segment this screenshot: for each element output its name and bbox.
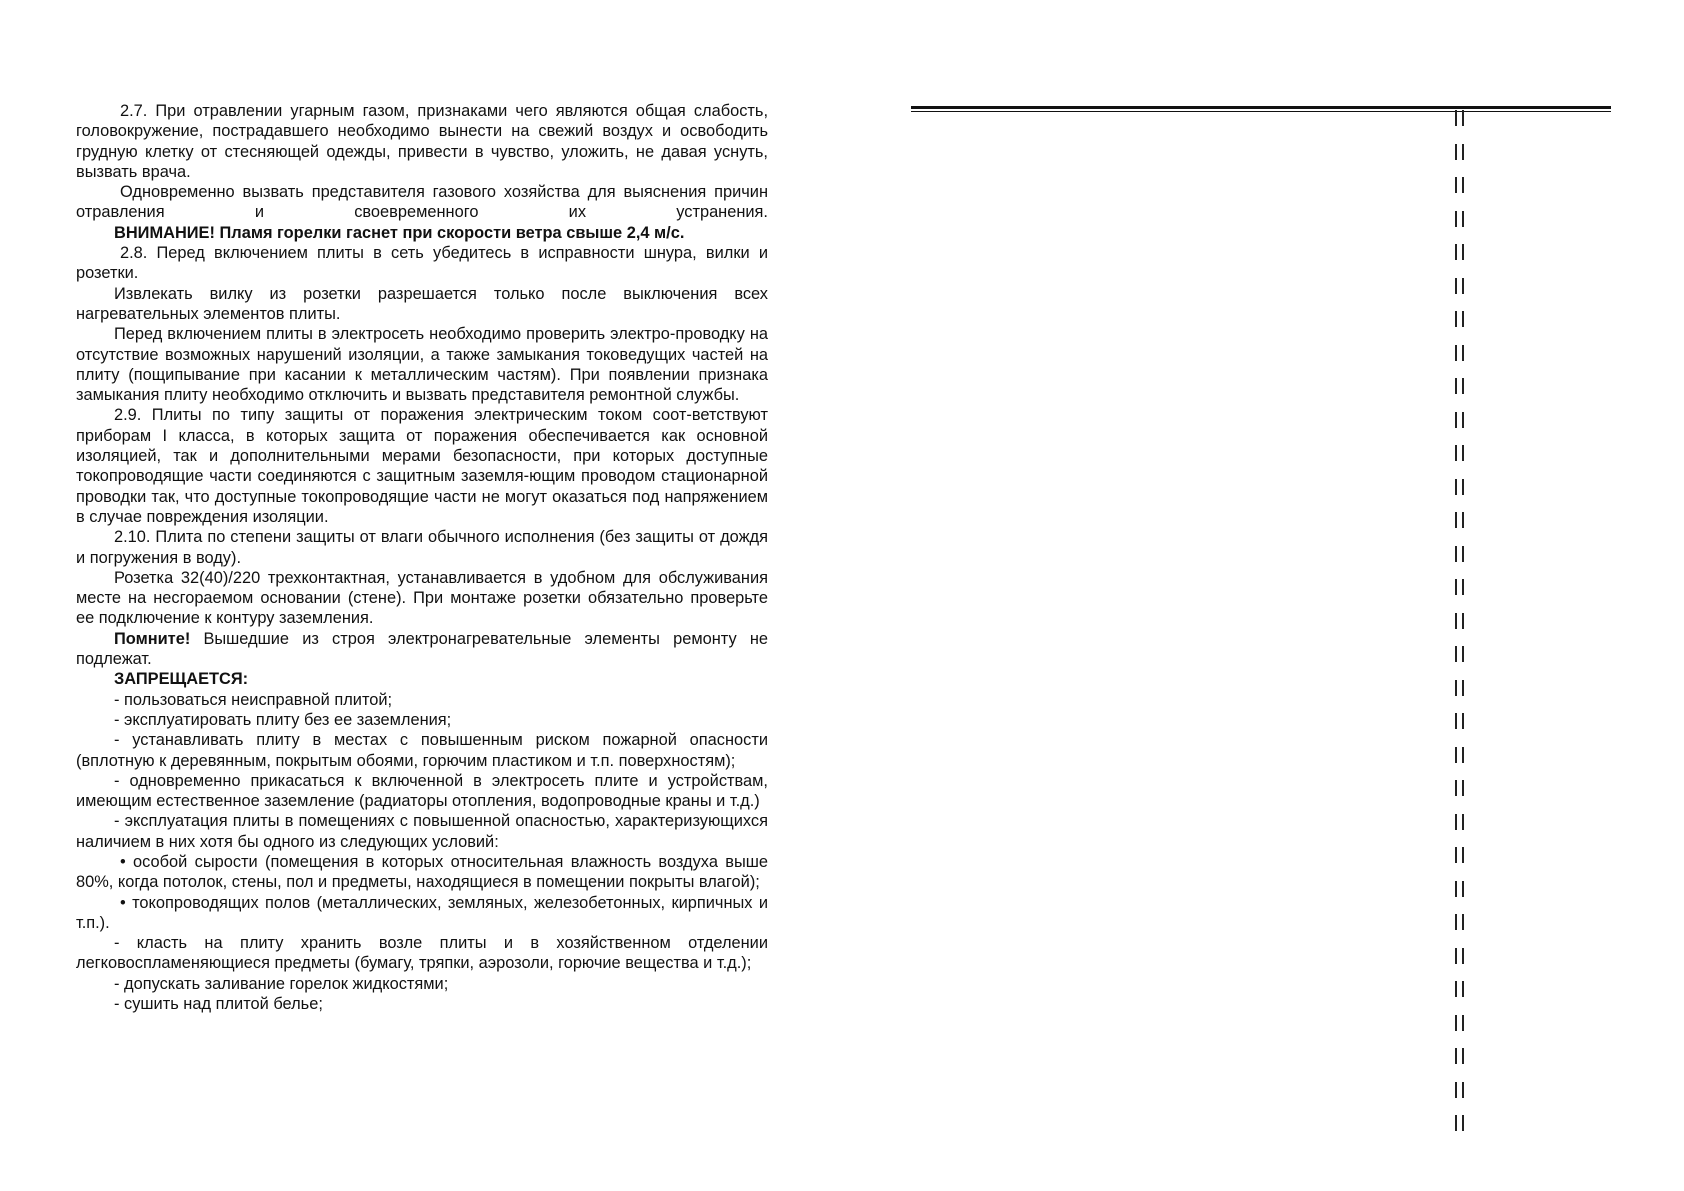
warning-wind-text: ВНИМАНИЕ! Пламя горелки гаснет при скорости ветра свыше 2,4 м/с. xyxy=(114,223,685,242)
binding-tick xyxy=(1453,914,1467,930)
list-item: - устанавливать плиту в местах с повышенным риском пожарной опасности (вплотную к деревянным, покрытым обоями, горючим пластиком и т.п. поверхностям); xyxy=(76,731,768,770)
binding-tick xyxy=(1453,144,1467,160)
binding-tick xyxy=(1453,780,1467,796)
list-item: • особой сырости (помещения в которых относительная влажность воздуха выше 80%, когда потолок, стены, пол и предметы, находящиеся в помещении покрыты влагой); xyxy=(76,852,768,892)
binding-tick xyxy=(1453,646,1467,662)
binding-tick xyxy=(1453,847,1467,863)
binding-tick xyxy=(1453,512,1467,528)
binding-tick xyxy=(1453,1015,1467,1031)
binding-tick xyxy=(1453,546,1467,562)
paragraph-wiring: Перед включением плиты в электросеть необходимо проверить электро-проводку на отсутствие возможных нарушений изоляции, а также замыкания токоведущих частей на плиту (пощипывание при касании к металлическим частям). При появлении признака замыкания плиту необходимо отключить и вызвать представителя ремонтной службы. xyxy=(76,325,768,405)
warning-wind xyxy=(76,223,768,243)
header-rule xyxy=(911,106,1611,109)
left-page-text xyxy=(76,101,768,1014)
binding-marks xyxy=(1453,110,1471,1130)
binding-tick xyxy=(1453,1048,1467,1064)
list-item: - класть на плиту хранить возле плиты и в хозяйственном отделении легковоспламеняющиеся предметы (бумагу, тряпки, аэрозоли, горючие вещества и т.д.); xyxy=(76,934,768,973)
binding-tick xyxy=(1453,1115,1467,1131)
binding-tick xyxy=(1453,278,1467,294)
paragraph-gas-service: Одновременно вызвать представителя газового хозяйства для выяснения причин отравления и своевременного их устранения. xyxy=(76,183,768,222)
binding-tick xyxy=(1453,613,1467,629)
list-item: - эксплуатация плиты в помещениях с повышенной опасностью, характеризующихся наличием в них хотя бы одного из следующих условий: xyxy=(76,812,768,851)
list-item: - допускать заливание горелок жидкостями; xyxy=(114,974,449,993)
binding-tick xyxy=(1453,110,1467,126)
binding-tick xyxy=(1453,244,1467,260)
binding-tick xyxy=(1453,713,1467,729)
binding-tick xyxy=(1453,211,1467,227)
binding-tick xyxy=(1453,445,1467,461)
list-item: • токопроводящих полов (металлических, земляных, железобетонных, кирпичных и т.п.). xyxy=(76,893,768,932)
binding-tick xyxy=(1453,345,1467,361)
paragraph-2-10: 2.10. Плита по степени защиты от влаги обычного исполнения (без защиты от дождя и погружения в воду). xyxy=(76,528,768,567)
list-item: - эксплуатировать плиту без ее заземления; xyxy=(114,710,452,729)
paragraph-2-8: 2.8. Перед включением плиты в сеть убедитесь в исправности шнура, вилки и розетки. xyxy=(76,244,768,283)
binding-tick xyxy=(1453,412,1467,428)
binding-tick xyxy=(1453,1082,1467,1098)
binding-tick xyxy=(1453,579,1467,595)
binding-tick xyxy=(1453,680,1467,696)
list-item: - пользоваться неисправной плитой; xyxy=(114,690,393,709)
remember-label: Помните! xyxy=(114,629,191,648)
paragraph-2-9: 2.9. Плиты по типу защиты от поражения электрическим током соот-ветствуют приборам I класса, в которых защита от поражения обеспечивается как основной изоляцией, так и дополнительными мерами безопасности, при которых доступные токопроводящие части соединяются с защитным заземля-ющим проводом стационарной проводки так, что доступные токопроводящие части не могут оказаться под напряжением в случае повреждения изоляции. xyxy=(76,406,768,526)
paragraph-plug: Извлекать вилку из розетки разрешается только после выключения всех нагревательных элементов плиты. xyxy=(76,284,768,323)
paragraph-2-7: 2.7. При отравлении угарным газом, признаками чего являются общая слабость, головокружение, пострадавшего необходимо вынести на свежий воздух и освободить грудную клетку от стесняющей одежды, привести в чувство, уложить, не давая уснуть, вызвать врача. xyxy=(76,102,768,181)
paragraph-remember xyxy=(76,629,768,670)
prohibited-heading-text: ЗАПРЕЩАЕТСЯ: xyxy=(114,670,249,689)
binding-tick xyxy=(1453,814,1467,830)
binding-tick xyxy=(1453,948,1467,964)
binding-tick xyxy=(1453,479,1467,495)
binding-tick xyxy=(1453,747,1467,763)
binding-tick xyxy=(1453,881,1467,897)
list-item: - одновременно прикасаться к включенной в электросеть плите и устройствам, имеющим естественное заземление (радиаторы отопления, водопроводные краны и т.д.) xyxy=(76,771,768,811)
binding-tick xyxy=(1453,311,1467,327)
paragraph-socket: Розетка 32(40)/220 трехконтактная, устанавливается в удобном для обслуживания месте на несгораемом основании (стене). При монтаже розетки обязательно проверьте ее подключение к контуру заземления. xyxy=(76,568,768,628)
remember-text: Вышедшие из строя электронагревательные элементы ремонту не подлежат. xyxy=(76,629,768,669)
binding-tick xyxy=(1453,378,1467,394)
binding-tick xyxy=(1453,981,1467,997)
prohibited-heading xyxy=(76,669,768,689)
binding-tick xyxy=(1453,177,1467,193)
list-item: - сушить над плитой белье; xyxy=(114,995,323,1014)
header-rule-thin xyxy=(911,111,1611,112)
